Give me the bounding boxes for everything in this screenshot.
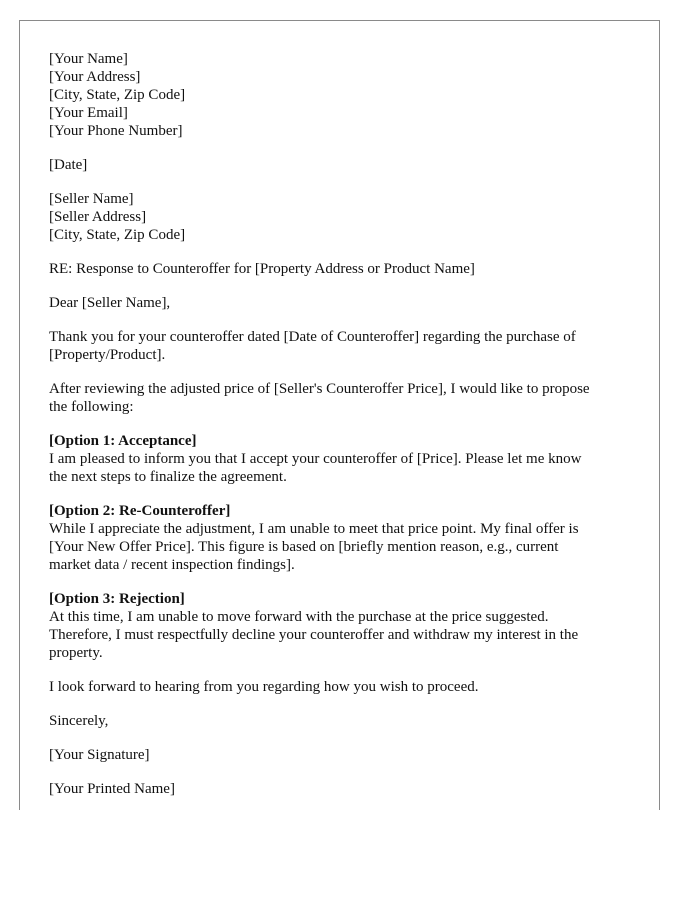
option-heading: [Option 2: Re-Counteroffer]: [49, 503, 231, 519]
option-re-counteroffer: [49, 502, 639, 574]
sign-off-block: [49, 712, 639, 730]
option-line: Therefore, I must respectfully decline your counteroffer and withdraw my interest in the: [49, 627, 579, 643]
sender-phone: [Your Phone Number]: [49, 123, 183, 139]
letter-page: [19, 20, 660, 810]
letter-date: [Date]: [49, 157, 88, 173]
sign-off: Sincerely,: [49, 713, 109, 729]
signature: [Your Signature]: [49, 747, 150, 763]
recipient-name: [Seller Name]: [49, 191, 134, 207]
intro-paragraph: [49, 328, 639, 364]
sender-name: [Your Name]: [49, 51, 128, 67]
closing-block: [49, 678, 639, 696]
option-acceptance: [49, 432, 639, 486]
recipient-city-state-zip: [City, State, Zip Code]: [49, 227, 186, 243]
option-line: While I appreciate the adjustment, I am unable to meet that price point. My final offer is: [49, 521, 579, 537]
closing-line: I look forward to hearing from you regarding how you wish to proceed.: [49, 679, 479, 695]
salutation-block: [49, 294, 639, 312]
subject-block: [49, 260, 639, 278]
option-line: [Your New Offer Price]. This figure is based on [briefly mention reason, e.g., current: [49, 539, 559, 555]
sender-address: [Your Address]: [49, 69, 141, 85]
intro-line: Thank you for your counteroffer dated [Date of Counteroffer] regarding the purchase of: [49, 329, 576, 345]
option-line: the next steps to finalize the agreement.: [49, 469, 287, 485]
sender-email: [Your Email]: [49, 105, 128, 121]
option-line: property.: [49, 645, 103, 661]
sender-block: [49, 50, 639, 140]
option-heading: [Option 3: Rejection]: [49, 591, 185, 607]
letter-body: [49, 50, 639, 814]
salutation: Dear [Seller Name],: [49, 295, 171, 311]
option-heading: [Option 1: Acceptance]: [49, 433, 197, 449]
printed-name-block: [49, 780, 639, 798]
date-block: [49, 156, 639, 174]
intro-line: [Property/Product].: [49, 347, 166, 363]
recipient-block: [49, 190, 639, 244]
review-paragraph: [49, 380, 639, 416]
subject-line: RE: Response to Counteroffer for [Property Address or Product Name]: [49, 261, 475, 277]
review-line: After reviewing the adjusted price of [Seller's Counteroffer Price], I would like to propose: [49, 381, 590, 397]
option-line: At this time, I am unable to move forward with the purchase at the price suggested.: [49, 609, 549, 625]
signature-block: [49, 746, 639, 764]
option-line: market data / recent inspection findings].: [49, 557, 295, 573]
option-line: I am pleased to inform you that I accept your counteroffer of [Price]. Please let me know: [49, 451, 582, 467]
sender-city-state-zip: [City, State, Zip Code]: [49, 87, 186, 103]
review-line: the following:: [49, 399, 134, 415]
option-rejection: [49, 590, 639, 662]
printed-name: [Your Printed Name]: [49, 781, 175, 797]
recipient-address: [Seller Address]: [49, 209, 147, 225]
